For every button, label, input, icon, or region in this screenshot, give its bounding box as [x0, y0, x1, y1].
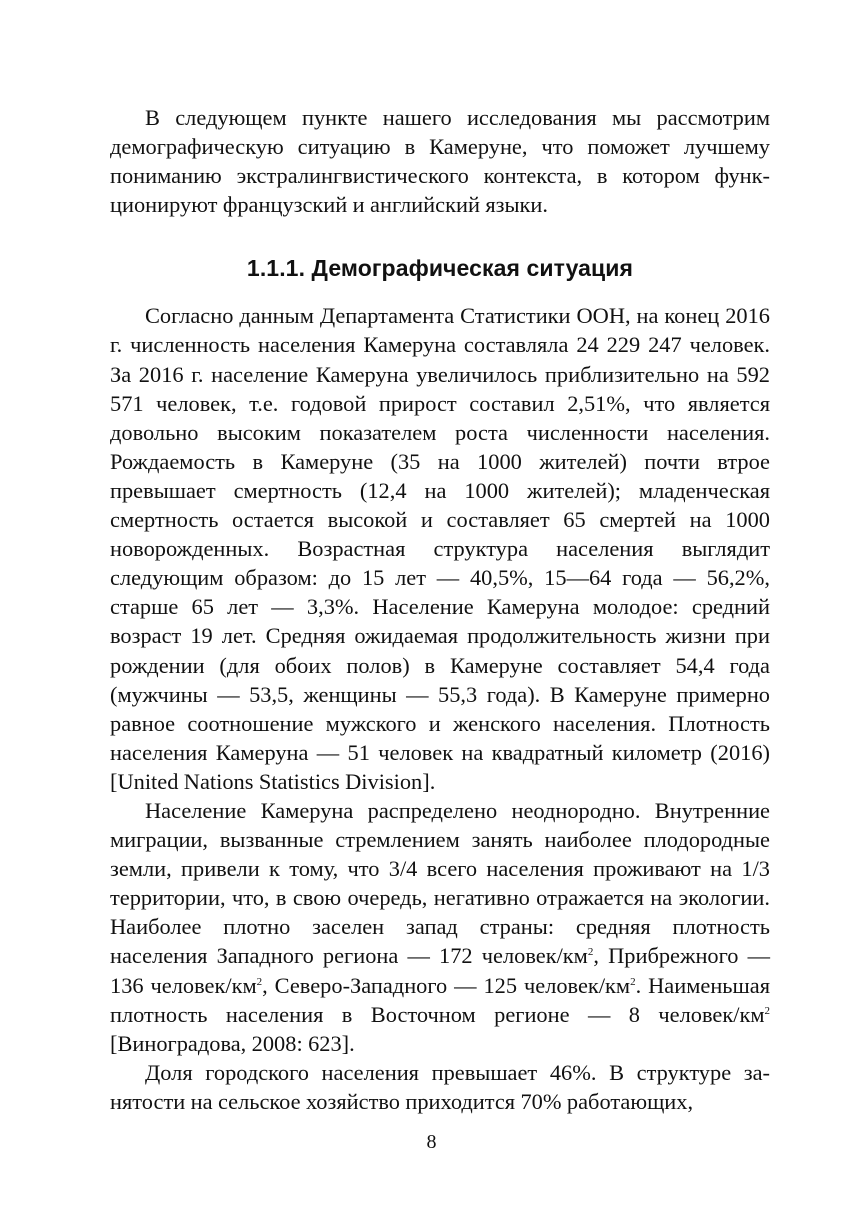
distribution-text-3: , Северо-Западного — 125 человек/км	[262, 972, 631, 998]
population-paragraph: Согласно данным Департамента Статистики ООН, на конец 2016 г. численность населения Камеруна составляла 24 229 247 человек. За 2016 г. население Камеруна увеличилось приблизительно на 592 571 человек, т.е. годовой прирост составил 2,51%, что является довольно высоким показателем роста численности населения. Рождаемость в Камеруне (35 на 1000 жителей) почти втрое превышает смертность (12,4 на 1000 жителей); младенческая смертность остается высокой и составляет 65 смертей на 1000 новорожденных. Возрастная структура населения выглядит следующим образом: до 15 лет — 40,5%, 15—64 года — 56,2%, старше 65 лет — 3,3%. Население Камеруна молодое: средний возраст 19 лет. Средняя ожидаемая продолжительность жизни при рождении (для обоих полов) в Камеруне составляет 54,4 года (мужчины — 53,5, женщины — 55,3 года). В Камеруне примерно равное соотношение мужского и женского населения. Плотность населения Камеруна — 51 человек на квадратный километр (2016) [United Nations Statistics Division].	[110, 303, 770, 794]
page-number: 8	[426, 1131, 437, 1153]
intro-paragraph: В следующем пункте нашего исследования мы рассмотрим демографическую ситуацию в Камеруне, что поможет лучшему пониманию экстралингвистического контекста, в котором функционируют французский и английский языки.	[110, 105, 770, 218]
distribution-text-2: , Прибрежного — 136 человек/км	[110, 943, 770, 998]
distribution-text-4: . Наименьшая плотность населения в Восточном регионе — 8 человек/км	[110, 972, 770, 1027]
urban-paragraph: Доля городского населения превышает 46%. В структуре занятости на сельское хозяйство приходится 70% работающих,	[110, 1059, 770, 1114]
distribution-paragraph	[110, 796, 770, 1058]
squared-superscript: 2	[764, 1004, 770, 1017]
page-body	[110, 103, 770, 1116]
squared-superscript: 2	[587, 946, 594, 959]
section-heading: 1.1.1. Демографическая ситуация	[246, 255, 634, 282]
distribution-text-1: Население Камеруна распределено неоднородно. Внутренние миграции, вызванные стремлением занять наиболее плодородные земли, привели к тому, что 3/4 всего населения проживают на 1/3 территории, что, в свою очередь, негативно отражается на экологии. Наиболее плотно заселен запад страны: средняя плотность населения Западного региона — 172 человек/км	[110, 797, 770, 969]
squared-superscript: 2	[256, 975, 263, 988]
distribution-text-5: [Виноградова, 2008: 623].	[110, 1030, 355, 1056]
squared-superscript: 2	[630, 975, 636, 988]
